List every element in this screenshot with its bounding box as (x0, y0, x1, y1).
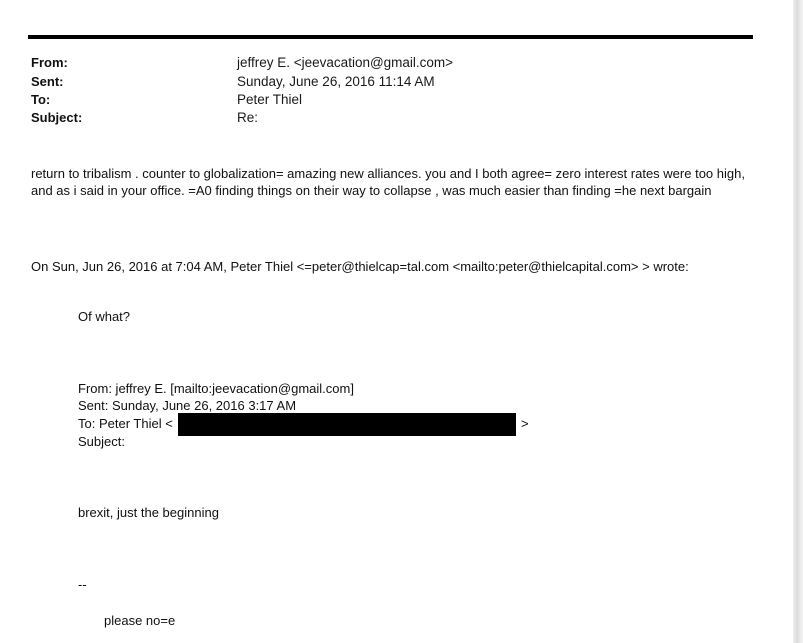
subject-value: Re: (237, 110, 259, 125)
sent-label: Sent: (31, 74, 64, 89)
sent-value: Sunday, June 26, 2016 11:14 AM (237, 74, 435, 89)
signature-separator: -- (78, 577, 87, 592)
to-label: To: (31, 92, 51, 107)
to-value: Peter Thiel (237, 92, 303, 107)
quoted-subject-line: Subject: (78, 434, 125, 449)
quoted-to-prefix: To: Peter Thiel < (78, 416, 173, 431)
from-value: jeffrey E. <jeevacation@gmail.com> (237, 55, 454, 70)
quoted-to-suffix: > (521, 416, 529, 431)
from-label: From: (31, 55, 68, 70)
redaction-box (178, 413, 516, 436)
reply-intro: On Sun, Jun 26, 2016 at 7:04 AM, Peter Thiel <=peter@thielcap=tal.com <mailto:peter@thielcapital.com> > wrote: (31, 259, 689, 274)
quoted-reply-text: Of what? (78, 309, 131, 324)
page-right-edge (793, 0, 803, 643)
quoted-sent-line: Sent: Sunday, June 26, 2016 3:17 AM (78, 398, 297, 413)
message-body: return to tribalism . counter to globalization= amazing new alliances. you and I both agree= zero interest rates were too high, and as i said in your office. =A0 finding things on their way to collapse , was much easier than finding =he next bargain (31, 166, 745, 198)
signature-text: please no=e (104, 613, 176, 628)
header-rule (28, 35, 753, 39)
quoted-from-line: From: jeffrey E. [mailto:jeevacation@gmail.com] (78, 381, 354, 396)
subject-label: Subject: (31, 110, 83, 125)
quoted-message: brexit, just the beginning (78, 505, 219, 520)
